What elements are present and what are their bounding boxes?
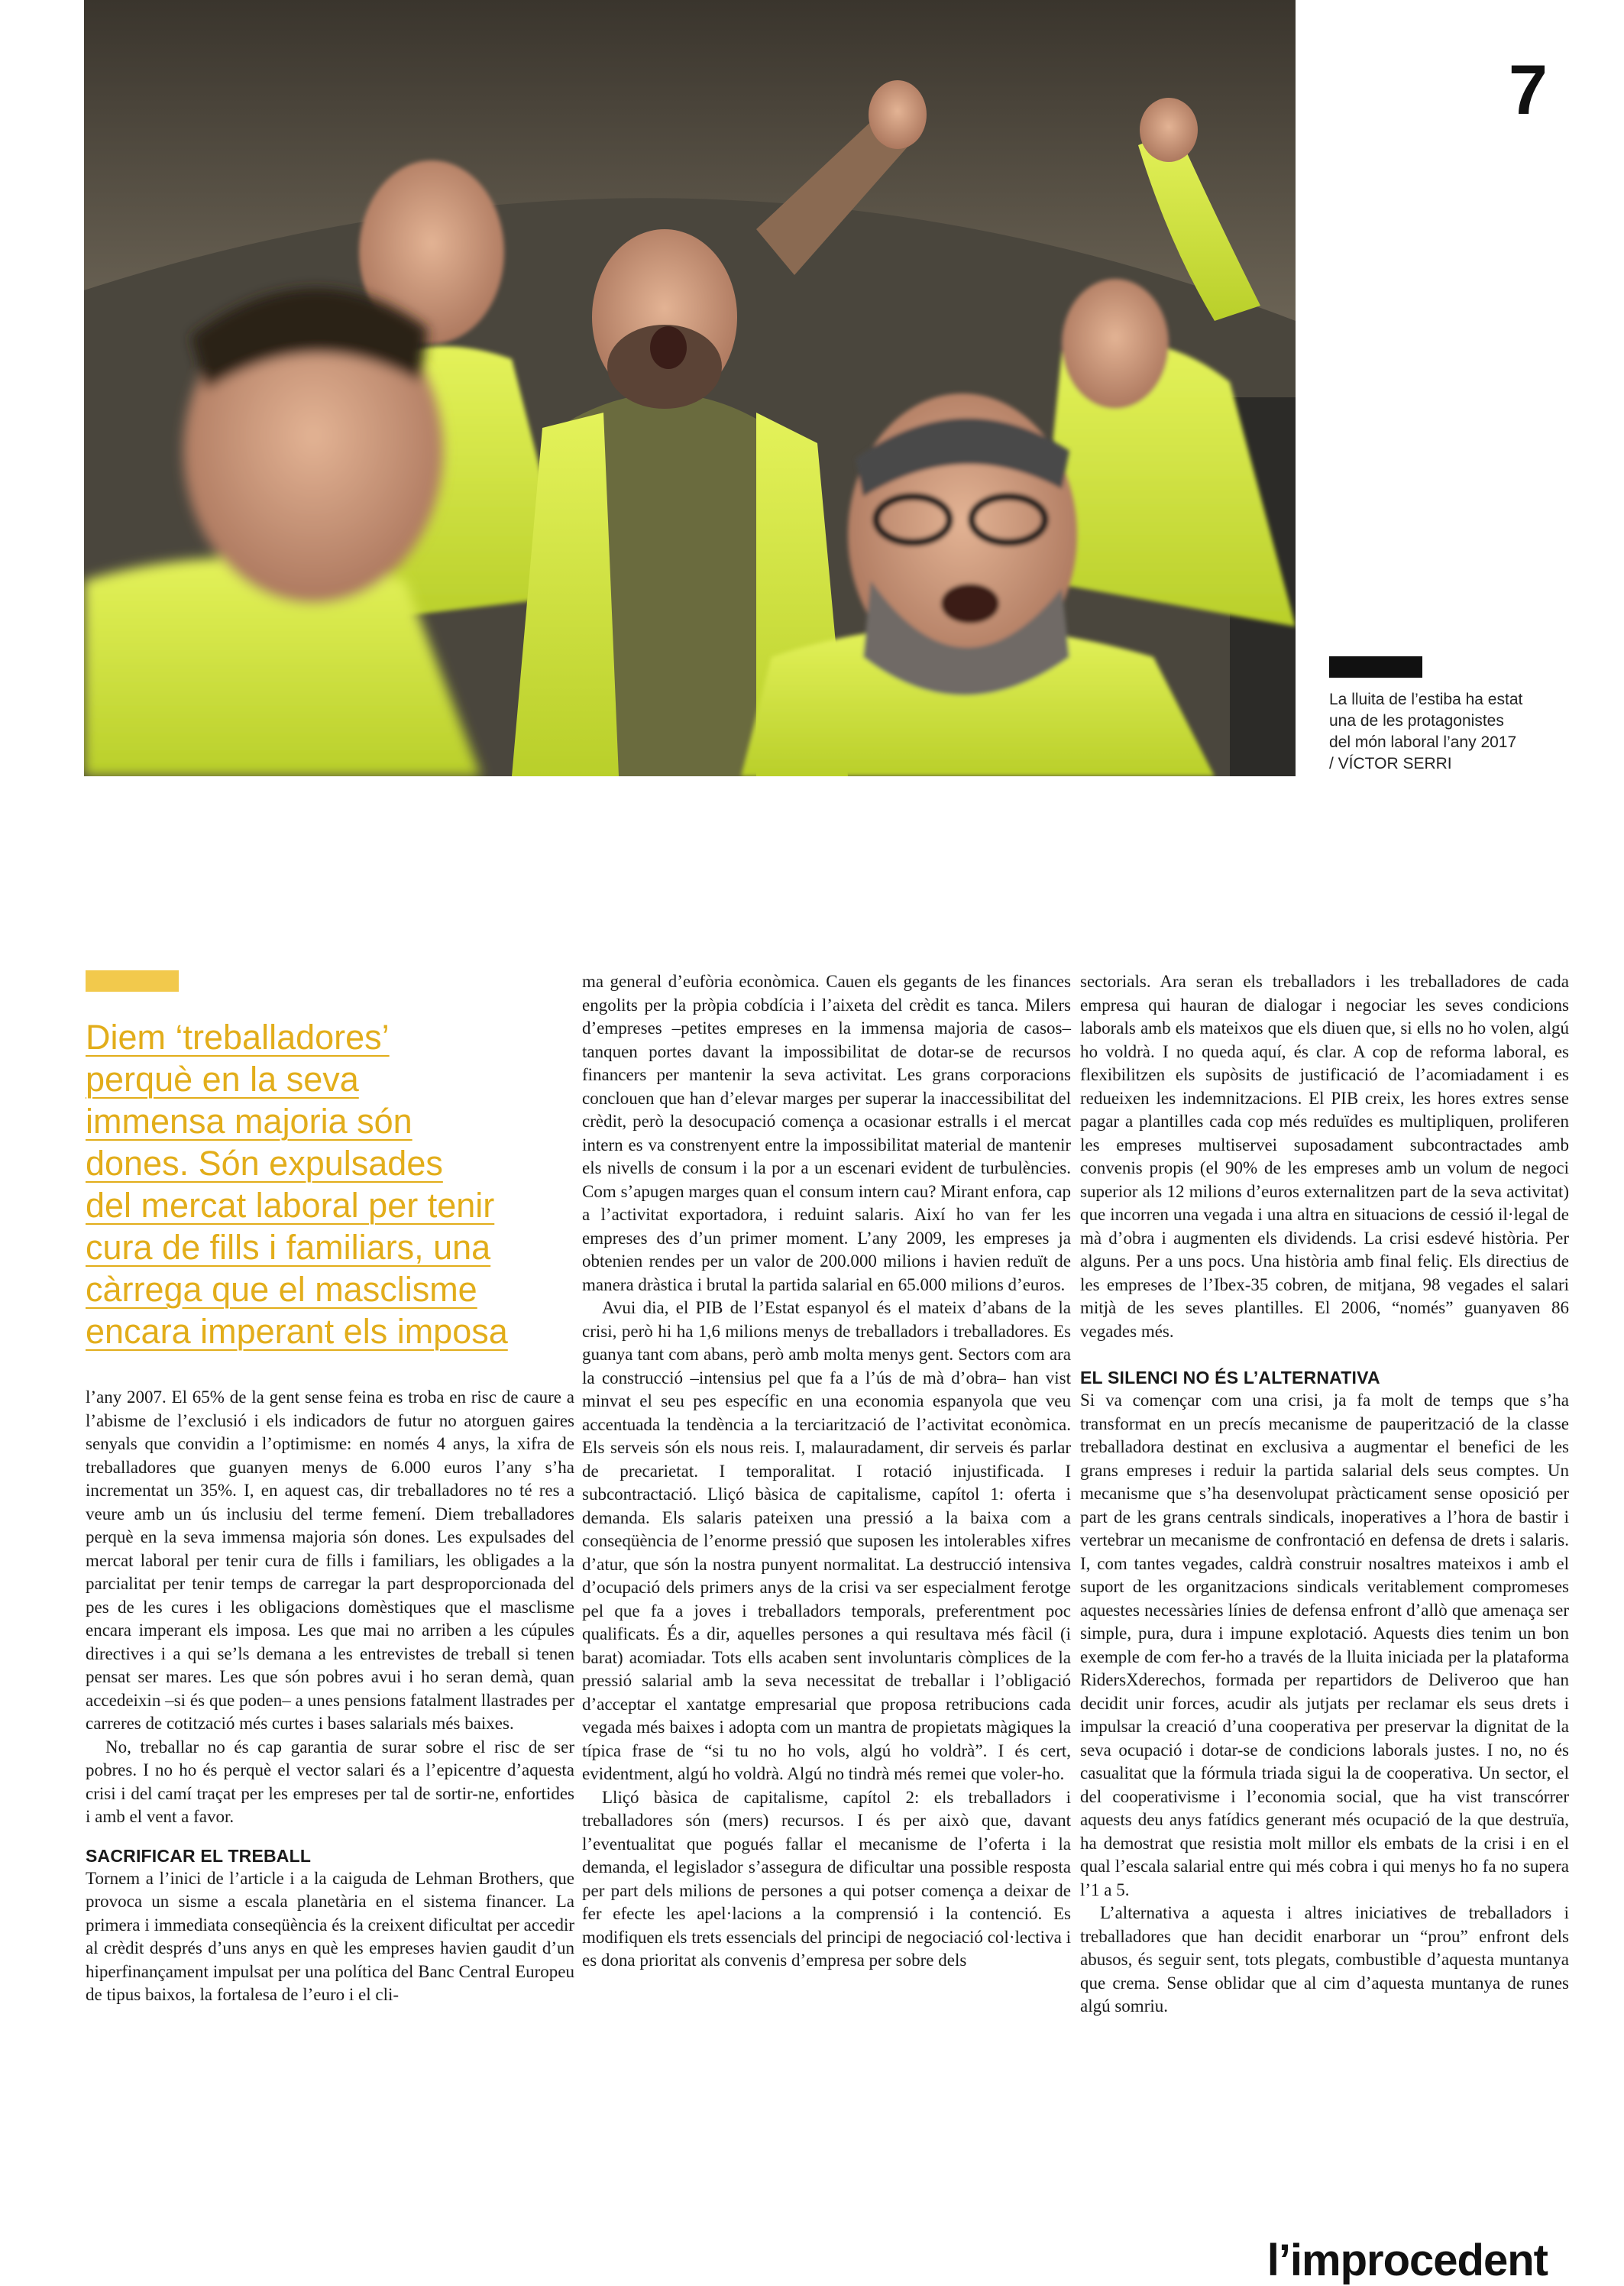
protest-photo [84,0,1296,776]
pullquote-line: immensa majoria són [86,1102,412,1141]
body-paragraph: l’any 2007. El 65% de la gent sense feina es troba en risc de caure a l’abisme de l’exclusió i els indicadors de futur no atorguen gaires senyals que convidin a l’optimisme: en només 4 anys, la xifra de treballadores que guanyen menys de 6.000 euros l’any s’ha incrementat un 35%. I, en aquest cas, dir treballadores no té res a veure amb un ús inclusiu del terme femení. Diem treballadores perquè en la seva immensa majoria són dones. Les expulsades del mercat laboral per tenir cura de fills i familiars, les obligades a la parcialitat per tenir temps de carregar la part desproporcionada del pes de les cures i les obligacions domèstiques que el masclisme encara imperant els imposa. Les que mai no arriben a les cúpules directives i a qui se’ls demana a les entrevistes de treball si tenen pensat ser mares. Les que són pobres avui i ho seran demà, quan accedeixin –si és que poden– a unes pensions fatalment llastrades per carreres de cotització més curtes i bases salarials més baixes. [86,1387,574,1733]
pullquote-line: cura de fills i familiars, una [86,1228,491,1267]
body-paragraph: Lliçó bàsica de capitalisme, capítol 2: els treballadors i treballadores són (mers) recursos. I és per això que, davant l’eventualitat que pogués fallar el mecanisme de l’oferta i la demanda, el legislador s’assegura de dificultar una possible resposta per part dels milions de persones a qui potser comença a deixar de fer efecte les apel·lacions a la comprensió i la contenció. Es modifiquen els trets essencials del principi de negociació col·lectiva i es dona prioritat als convenis d’empresa per sobre dels [582,1787,1071,1970]
photo-caption [1329,689,1558,775]
caption-line: una de les protagonistes [1329,712,1504,730]
section-heading: SACRIFICAR EL TREBALL [86,1845,312,1866]
pullquote [86,1016,574,1352]
body-paragraph: Tornem a l’inici de l’article i a la caiguda de Lehman Brothers, que provoca un sisme a escala planetària en el sistema financer. La primera i immediata conseqüència és la creixent dificultat per accedir al crèdit després d’uns anys en què les empreses havien gaudit d’un hiperfinançament impulsat per una política del Banc Central Europeu de tipus baixos, la fortalesa de l’euro i el cli- [86,1868,574,2004]
pullquote-line: càrrega que el masclisme [86,1270,477,1309]
body-paragraph: sectorials. Ara seran els treballadors i les treballadores de cada empresa qui hauran de dialogar i negociar les seves condicions laborals amb els mateixos que els diuen que, si ells no ho volen, algú ho voldrà. I no queda aquí, és clar. A cop de reforma laboral, es flexibilitzen els supòsits de justificació de l’acomiadament i es redueixen les indemnitzacions. El PIB creix, les hores extres sense pagar a plantilles cada cop més reduïdes es multipliquen, proliferen les empreses multiservei suposadament subcontractades amb convenis propis (el 90% de les empreses amb un volum de negoci superior als 12 milions d’euros externalitzen part de la seva activitat) que incorren una vegada i una altra en situacions de cessió il·legal de mà d’obra i augmenten els dividends. La crisi esdevé història. Per alguns. Per a uns pocs. Una història amb final feliç. Els directius de les empreses de l’Ibex-35 cobren, de mitjana, 98 vegades el salari mitjà de les seves plantilles. El 2006, “només” guanyaven 86 vegades més. [1080,972,1569,1341]
section-heading: EL SILENCI NO ÉS L’ALTERNATIVA [1080,1368,1380,1387]
body-paragraph: Si va començar com una crisi, ja fa molt de temps que s’ha transformat en un precís mecanisme de pauperització de la classe treballadora destinat en exclusiva a augmentar el benefici de les grans empreses i reduir la partida salarial dels seus comptes. Un mecanisme que s’ha desenvolupat pràcticament sense oposició per part de les grans centrals sindicals, inoperatives a l’hora de bastir i vertebrar un mecanisme de confrontació en defensa de drets i salaris. I, com tantes vegades, caldrà construir nosaltres mateixos i amb el suport de les organitzacions sindicals veritablement compromeses aquestes necessàries línies de defensa enfront d’allò que amenaça ser simple, pura, dura i impune explotació. Aquests dies tenim un bon exemple de com fer-ho a través de la lluita iniciada per la plataforma RidersXderechos, formada per repartidors de Deliveroo que han decidit unir forces, acudir als jutjats per reclamar els seus drets i impulsar la creació d’una cooperativa per preservar la dignitat de la seva ocupació i dotar-se de condicions laborals justes. I no, no és casualitat que la fórmula triada sigui la de cooperativa. Un sector, el del cooperativisme i l’economia social, que ha vist transcórrer aquests deu anys fatídics generant més ocupació de la que destruïa, ha demostrat que resistia molt millor els embats de la crisi i en el qual l’escala salarial entre qui més cobra i qui menys ho fa no supera l’1 a 5. [1080,1391,1569,1899]
article-column-1 [86,970,574,2007]
article-column-2 [582,970,1071,1973]
pullquote-line: perquè en la seva [86,1060,359,1099]
page-number: 7 [1508,51,1548,129]
publication-logo: l’improcedent [1267,2236,1548,2285]
pullquote-marker [86,970,179,992]
caption-line: La lluita de l’estiba ha estat [1329,691,1523,708]
pullquote-line: encara imperant els imposa [86,1312,508,1351]
body-paragraph: ma general d’eufòria econòmica. Cauen els gegants de les finances engolits per la pròpia cobdícia i l’aixeta del crèdit es tanca. Milers d’empreses –petites empreses en la immensa majoria de casos– tanquen portes davant la impossibilitat de dotar-se de recursos financers per mantenir la seva activitat. Les grans corporacions conclouen que han d’elevar marges per superar la inaccessibilitat del crèdit, però la desocupació comença a ocasionar estralls i el mercat intern es va constrenyent entre la impossibilitat material de mantenir els nivells de consum i la por a un escenari evident de turbulències. Com s’apugen marges quan el consum intern cau? Mirant enfora, cap a l’activitat exportadora, i reduint salaris. Així ho van fer les empreses des d’un primer moment. L’any 2009, les empreses ja obtenien rendes per un valor de 200.000 milions i havien reduït de manera dràstica i brutal la partida salarial en 65.000 milions d’euros. [582,972,1071,1294]
caption-line: del món laboral l’any 2017 [1329,733,1517,751]
body-paragraph: L’alternativa a aquesta i altres iniciatives de treballadors i treballadores que han decidit enarborar un “prou” enfront dels abusos, és seguir sent, tots plegats, combustible d’aquesta muntanya que crema. Sense oblidar que al cim d’aquesta muntanya de runes algú somriu. [1080,1903,1569,2016]
pullquote-line: del mercat laboral per tenir [86,1186,495,1225]
caption-marker [1329,656,1422,678]
body-paragraph: No, treballar no és cap garantia de surar sobre el risc de ser pobres. I no ho és perquè el vector salari és a l’epicentre d’aquesta crisi i del camí traçat per les empreses per tal de sortir-ne, enfortides i amb el vent a favor. [86,1737,574,1826]
pullquote-line: dones. Són expulsades [86,1144,443,1183]
dockworkers-protest-image [84,0,1296,776]
pullquote-line: Diem ‘treballadores’ [86,1018,390,1057]
article-column-3 [1080,970,1569,2019]
body-paragraph: Avui dia, el PIB de l’Estat espanyol és el mateix d’abans de la crisi, però hi ha 1,6 milions menys de treballadors i treballadores. Es guanya tant com abans, però amb molta menys gent. Sectors com ara la construcció –intensius pel que fa a l’ús de mà d’obra– han vist minvat el seu pes específic en una economia espanyola que veu accentuada la tendència a la terciarització de l’activitat econòmica. Els serveis són els nous reis. I, malauradament, dir serveis és parlar de precarietat. I temporalitat. I rotació injustificada. I subcontractació. Lliçó bàsica de capitalisme, capítol 1: oferta i demanda. Els salaris pateixen una pressió a la baixa com a conseqüència de l’enorme pressió que suposen les intolerables xifres d’atur, que són la nostra punyent normalitat. La destrucció intensiva d’ocupació dels primers anys de la crisi va ser especialment ferotge pel que fa a joves i treballadors temporals, preferentment poc qualificats. És a dir, aquelles persones a qui resultava més fàcil (i barat) acomiadar. Tots ells acaben sent involuntaris còmplices de la pressió salarial amb la seva necessitat de treballar i l’obligació d’acceptar el xantatge empresarial que proposa retribucions cada vegada més baixes i adopta com un mantra de propietats màgiques la típica frase de “si tu no ho vols, algú ho voldrà”. I és cert, evidentment, algú ho voldrà. Algú no tindrà més remei que voler-ho. [582,1298,1071,1783]
caption-credit: / VÍCTOR SERRI [1329,755,1452,772]
